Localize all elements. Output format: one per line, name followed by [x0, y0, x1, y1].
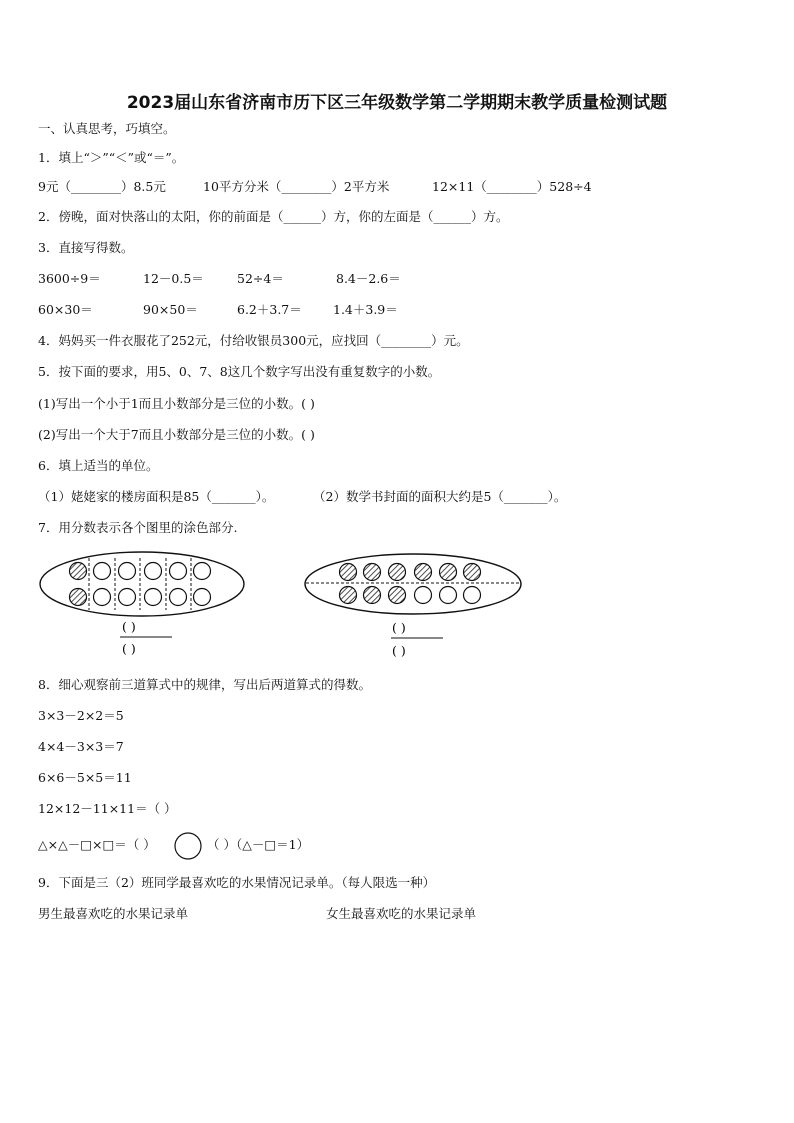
q5-part-1: (1)写出一个小于1而且小数部分是三位的小数。( ) [38, 396, 315, 411]
q9-girls-table-caption: 女生最喜欢吃的水果记录单 [326, 906, 477, 921]
q7-stem: 7．用分数表示各个图里的涂色部分. [38, 520, 238, 535]
q3-r1-c3: 52÷4＝ [237, 271, 284, 286]
q9-stem: 9．下面是三（2）班同学最喜欢吃的水果情况记录单。（每人限选一种） [38, 875, 436, 890]
fig1-ellipse [40, 552, 244, 616]
q8-eq-2: 4×4－3×3＝7 [38, 739, 124, 754]
q8-eq-5-right: （ ）（△－□＝1） [207, 837, 310, 852]
page-title: 2023届山东省济南市历下区三年级数学第二学期期末教学质量检测试题 [126, 93, 668, 113]
q6-part-1: （1）姥姥家的楼房面积是85（_______）。 [38, 489, 275, 504]
q8-blank-circle [173, 831, 203, 861]
q8-eq-5-left: △×△－□×□＝（ ） [38, 837, 156, 852]
q3-r2-c1: 60×30＝ [38, 302, 93, 317]
q2-text: 2．傍晚，面对快落山的太阳，你的前面是（______）方，你的左面是（______）方。 [38, 209, 509, 224]
fig2-denominator: ( ) [392, 643, 406, 658]
fig1-numerator: ( ) [122, 619, 136, 634]
q8-eq-1: 3×3－2×2＝5 [38, 708, 124, 723]
q4-text: 4．妈妈买一件衣服花了252元，付给收银员300元，应找回（________）元。 [38, 333, 469, 348]
q8-eq-3: 6×6－5×5＝11 [38, 770, 132, 785]
q5-part-2: (2)写出一个大于7而且小数部分是三位的小数。( ) [38, 427, 315, 442]
q1-item-1: 9元（________）8.5元 [38, 179, 166, 194]
q3-r1-c1: 3600÷9＝ [38, 271, 101, 286]
q3-r2-c2: 90×50＝ [143, 302, 198, 317]
q8-eq-4: 12×12－11×11＝（ ） [38, 801, 177, 816]
section-heading: 一、认真思考，巧填空。 [38, 121, 176, 136]
q1-item-3: 12×11（________）528÷4 [432, 179, 592, 194]
q6-part-2: （2）数学书封面的面积大约是5（_______）。 [313, 489, 567, 504]
q6-stem: 6．填上适当的单位。 [38, 458, 159, 473]
fig2-circles [340, 564, 481, 604]
q7-figure-2 [303, 552, 523, 664]
q3-r2-c3: 6.2＋3.7＝ [237, 302, 302, 317]
q7-figure-1 [38, 550, 250, 662]
fig2-numerator: ( ) [392, 620, 406, 635]
q3-stem: 3．直接写得数。 [38, 240, 134, 255]
q1-stem: 1．填上“＞”“＜”或“＝”。 [38, 150, 185, 165]
q8-stem: 8．细心观察前三道算式中的规律，写出后两道算式的得数。 [38, 677, 371, 692]
q3-r1-c2: 12－0.5＝ [143, 271, 204, 286]
fig2-ellipse [305, 554, 521, 614]
q9-boys-table-caption: 男生最喜欢吃的水果记录单 [38, 906, 189, 921]
q3-r1-c4: 8.4－2.6＝ [336, 271, 401, 286]
fig1-denominator: ( ) [122, 641, 136, 656]
q3-r2-c4: 1.4＋3.9＝ [333, 302, 398, 317]
q1-item-2: 10平方分米（________）2平方米 [203, 179, 390, 194]
q5-stem: 5．按下面的要求，用5、0、7、8这几个数字写出没有重复数字的小数。 [38, 364, 441, 379]
